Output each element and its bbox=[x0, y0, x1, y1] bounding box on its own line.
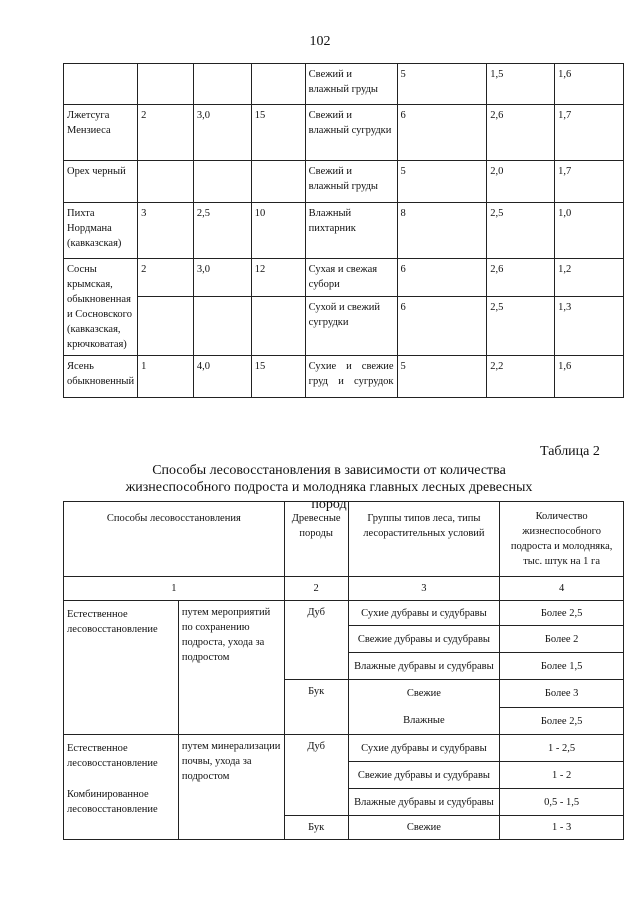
table-row: Ясень обыкновенный 1 4,0 15 Сухие и свежие груд и сугрудок 5 2,2 1,6 bbox=[64, 356, 624, 398]
header-species: Древесные породы bbox=[291, 513, 341, 539]
table-row: Естественное лесовосстановление путем мероприятий по сохранению подроста, ухода за подростом Дуб Сухие дубравы и судубравы Более 2,5 bbox=[64, 601, 624, 626]
table-row: Свежие дубравы и судубравы Более 2 bbox=[64, 626, 624, 653]
method-cell: Естественное лесовосстановление bbox=[67, 609, 158, 635]
table-row: Свежий и влажный груды 5 1,5 1,6 bbox=[64, 64, 624, 105]
page-number: 102 bbox=[309, 34, 331, 49]
table-row: Сухой и свежий сугрудки 6 2,5 1,3 bbox=[64, 297, 624, 356]
table-1 bbox=[63, 63, 624, 398]
table-row: Сосны крымская, обыкновенная и Сосновского (кавказская, крючковатая) 2 3,0 12 Сухая и свежая субори 6 2,6 1,2 bbox=[64, 259, 624, 297]
table-row: Лжетсуга Мензиеса 2 3,0 15 Свежий и влажный сугрудки 6 2,6 1,7 bbox=[64, 105, 624, 161]
species-cell: Бук bbox=[308, 686, 325, 697]
conditions-cell: Сухие и свежие груд и сугрудок bbox=[308, 361, 394, 387]
species-cell: Бук bbox=[308, 822, 325, 833]
table-header-row bbox=[64, 502, 624, 577]
species-cell: Лжетсуга Мензиеса bbox=[67, 110, 111, 136]
table-row: Влажные дубравы и судубравы Более 1,5 bbox=[64, 653, 624, 680]
conditions-cell: Влажный пихтарник bbox=[308, 208, 356, 234]
header-quantity: Количество жизнеспособного подроста и молодняка, тыс. штук на 1 га bbox=[510, 511, 613, 567]
table-row: Бук Свежие 1 - 3 bbox=[64, 816, 624, 840]
table-row: Естественное лесовосстановление Комбинированное лесовосстановление путем минерализации почвы, ухода за подростом Дуб Сухие дубравы и судубравы 1 - 2,5 bbox=[64, 735, 624, 762]
species-cell: Ясень обыкновенный bbox=[67, 361, 135, 387]
species-cell: Дуб bbox=[307, 741, 325, 752]
conditions-cell: Сухая и свежая субори bbox=[308, 264, 378, 290]
species-cell: Сосны крымская, обыкновенная и Сосновского (кавказская, крючковатая) bbox=[67, 264, 132, 350]
species-cell: Орех черный bbox=[67, 166, 126, 177]
header-methods: Способы лесовосстановления bbox=[106, 513, 241, 524]
way-cell: путем минерализации почвы, ухода за подростом bbox=[181, 741, 281, 782]
table-2 bbox=[63, 501, 624, 840]
table-row: Бук Свежие Более 3 bbox=[64, 680, 624, 708]
conditions-cell: Свежий и влажный груды bbox=[308, 166, 378, 192]
method-cell: Комбинированное лесовосстановление bbox=[67, 789, 158, 815]
table-row: Влажные Более 2,5 bbox=[64, 708, 624, 735]
header-groups: Группы типов леса, типы лесорастительных условий bbox=[363, 513, 485, 539]
way-cell: путем мероприятий по сохранению подроста, ухода за подростом bbox=[181, 607, 271, 663]
species-cell: Дуб bbox=[307, 607, 325, 618]
table-row: Пихта Нордмана (кавказская) 3 2,5 10 Влажный пихтарник 8 2,5 1,0 bbox=[64, 203, 624, 259]
column-number-row: 1 2 3 4 bbox=[64, 577, 624, 601]
table-row: Свежие дубравы и судубравы 1 - 2 bbox=[64, 762, 624, 789]
table-row: Орех черный Свежий и влажный груды 5 2,0 1,7 bbox=[64, 161, 624, 203]
conditions-cell: Свежий и влажный груды bbox=[308, 69, 378, 95]
conditions-cell: Сухой и свежий сугрудки bbox=[308, 302, 380, 328]
method-cell: Естественное лесовосстановление bbox=[67, 743, 158, 769]
table-2-title: Способы лесовосстановления в зависимости от количества жизнеспособного подроста и молодняка главных лесных древесных пород bbox=[125, 463, 533, 512]
table-2-label: Таблица 2 bbox=[540, 444, 600, 459]
table-row: Влажные дубравы и судубравы 0,5 - 1,5 bbox=[64, 789, 624, 816]
conditions-cell: Свежий и влажный сугрудки bbox=[308, 110, 392, 136]
species-cell: Пихта Нордмана (кавказская) bbox=[67, 208, 122, 249]
